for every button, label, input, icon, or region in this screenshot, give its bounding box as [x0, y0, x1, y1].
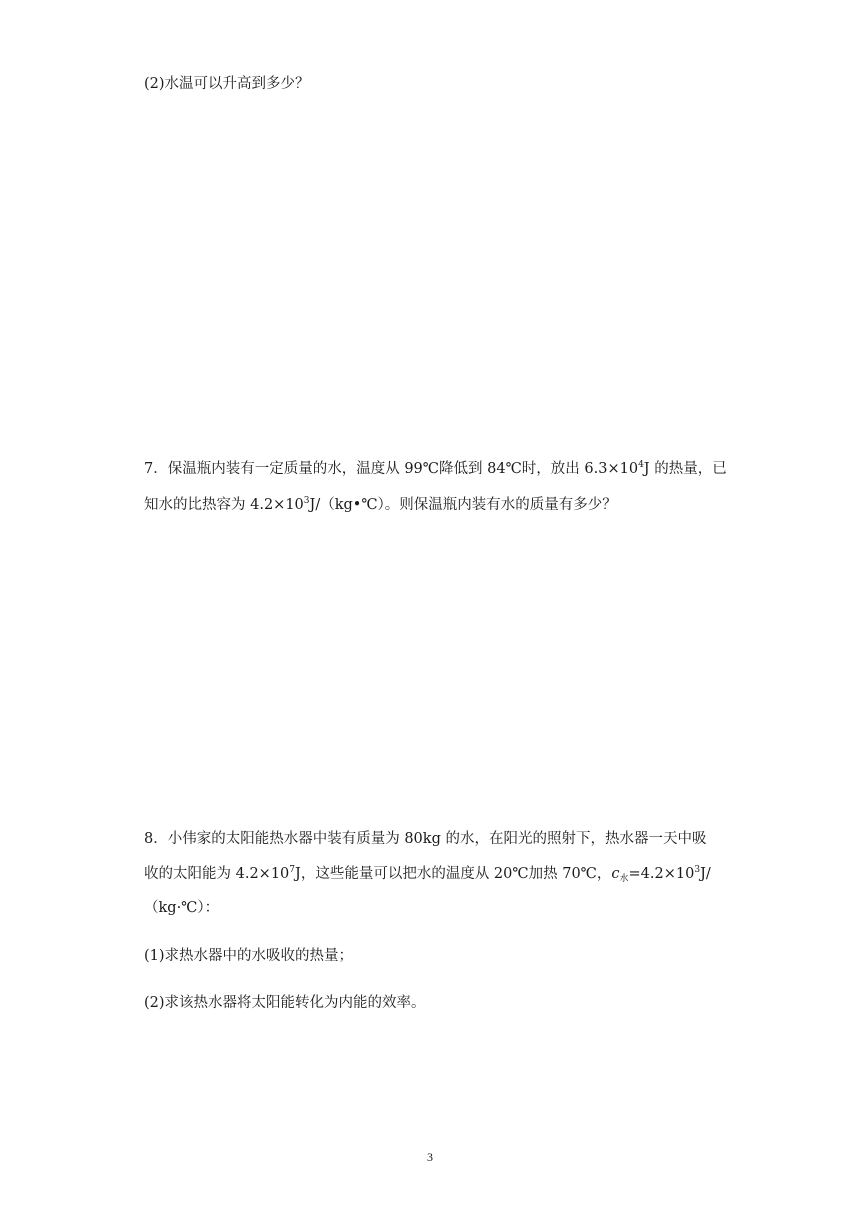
question-7-line-1 [144, 459, 727, 479]
q8-text-2b: J，这些能量可以把水的温度从 20℃加热 70℃， [295, 866, 612, 882]
question-8-line-2 [144, 864, 711, 884]
page-number: 3 [427, 1150, 433, 1164]
q7-exponent-2: 3 [303, 496, 310, 506]
question-6-part-2: (2)水温可以升高到多少？ [144, 76, 310, 92]
question-8-line-3: （kg·℃）： [144, 900, 220, 916]
q8-text-2e: J/ [700, 866, 711, 882]
q7-exponent-1: 4 [638, 460, 644, 470]
q7-text-1b: J 的热量，已 [643, 461, 727, 477]
question-8-part-1: (1)求热水器中的水吸收的热量； [144, 948, 354, 964]
q8-text-2d: =4.2×10 [628, 866, 695, 882]
q8-exponent-2: 3 [694, 865, 701, 875]
q8-exponent-1: 7 [289, 865, 296, 875]
q7-text-2a: 知水的比热容为 4.2×10 [144, 497, 304, 513]
q7-text-2b: J/（kg•℃）。则保温瓶内装有水的质量有多少？ [309, 497, 617, 513]
q7-text-1a: 7．保温瓶内装有一定质量的水，温度从 99℃降低到 84℃时，放出 6.3×10 [144, 461, 639, 477]
question-8-part-2: (2)求该热水器将太阳能转化为内能的效率。 [144, 995, 426, 1011]
q8-subscript-water: 水 [619, 874, 629, 884]
q8-text-2a: 收的太阳能为 4.2×10 [144, 866, 290, 882]
question-7-line-2 [144, 495, 617, 515]
q8-symbol-c: c [611, 866, 620, 882]
question-8-line-1: 8．小伟家的太阳能热水器中装有质量为 80kg 的水，在阳光的照射下，热水器一天中吸 [144, 831, 707, 847]
